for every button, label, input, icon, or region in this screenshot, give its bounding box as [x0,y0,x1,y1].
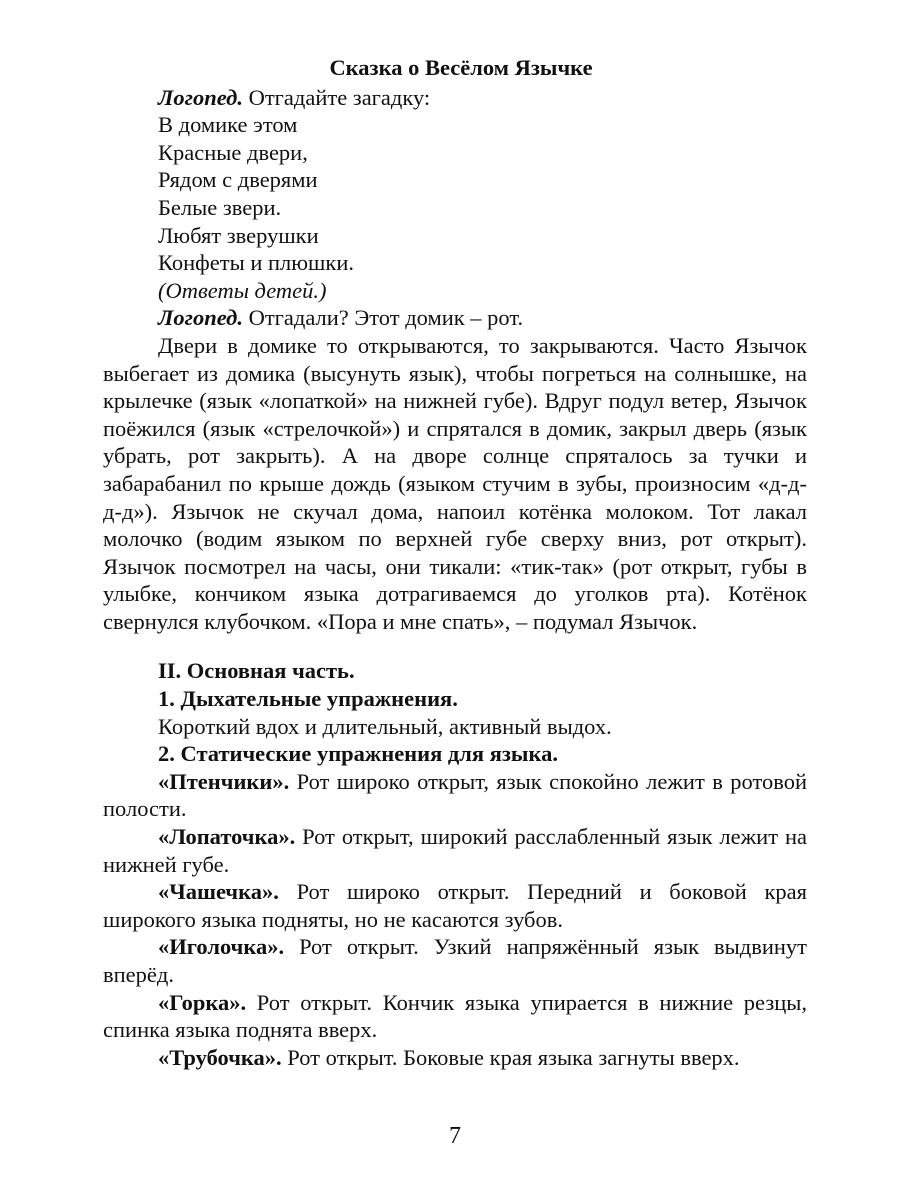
exercise-name: «Чашечка». [158,879,279,905]
intro-line [103,84,807,112]
riddle-line: Рядом с дверями [158,167,318,193]
exercise-name: «Птенчики». [158,768,290,794]
riddle-line: Красные двери, [158,139,308,165]
riddle-line: Белые звери. [158,194,282,220]
exercise-name: «Лопаточка». [158,824,296,850]
exercise-item [103,1044,807,1072]
answer-text: Отгадали? Этот домик – рот. [242,305,524,331]
section-gap [103,635,807,657]
exercise-item [103,768,807,823]
exercise-text: Рот открыт. Боковые края языка загнуты вверх. [281,1044,740,1070]
exercise-item [103,878,807,933]
riddle-line: В домике этом [158,112,298,138]
exercise-text: Рот широко открыт, язык спокойно лежит в ротовой полости. [103,768,807,822]
exercise-text: Рот открыт, широкий расслабленный язык лежит на нижней губе. [103,824,807,877]
speaker-label: Логопед. [158,84,243,110]
story-title: Сказка о Весёлом Язычке [329,55,593,80]
section-heading: II. Основная часть. [158,658,355,684]
exercise-text: Рот открыт. Узкий напряжённый язык выдвинут вперёд. [103,934,807,987]
page-body [103,54,807,1071]
breathing-heading: 1. Дыхательные упражнения. [158,686,458,712]
speaker-label: Логопед. [158,305,243,331]
exercise-item [103,989,807,1044]
page-number: 7 [449,1123,461,1149]
exercise-text: Рот широко открыт. Передний и боковой края широкого языка подняты, но не касаются зубов. [103,879,807,932]
children-answer: (Ответы детей.) [158,277,327,303]
answer-line [103,304,807,332]
story-paragraph: Двери в домике то открываются, то закрываются. Часто Язычок выбегает из домика (высунуть язык), чтобы погреться на солнышке, на крылечке (язык «лопаткой» на нижней губе). Вдруг подул ветер, Язычок поёжился (язык «стрелочкой») и спрятался в домик, закрыл дверь (язык убрать, рот закрыть). А на дворе солнце спряталось за тучки и забарабанил по крыше дождь (языком стучим в зубы, произносим «д-д-д-д»). Язычок не скучал дома, напоил котёнка молоком. Тот лакал молочко (водим языком по верхней губе сверху вниз, рот открыт). Язычок посмотрел на часы, они тикали: «тик-так» (рот открыт, губы в улыбке, кончиком языка дотрагиваемся до уголков рта). Котёнок свернулся клубочком. «Пора и мне спать», – подумал Язычок. [103,332,807,634]
exercise-item [103,933,807,988]
exercise-name: «Трубочка». [158,1044,282,1070]
riddle-line: Конфеты и плюшки. [158,250,354,276]
intro-text: Отгадайте загадку: [242,84,431,110]
exercise-name: «Горка». [158,989,247,1015]
static-heading: 2. Статические упражнения для языка. [158,741,558,767]
riddle-line: Любят зверушки [158,222,319,248]
exercise-name: «Иголочка». [158,934,285,960]
exercise-item [103,823,807,878]
breathing-text: Короткий вдох и длительный, активный выдох. [158,713,612,739]
exercise-text: Рот открыт. Кончик языка упирается в нижние резцы, спинка языка поднята вверх. [103,989,807,1043]
